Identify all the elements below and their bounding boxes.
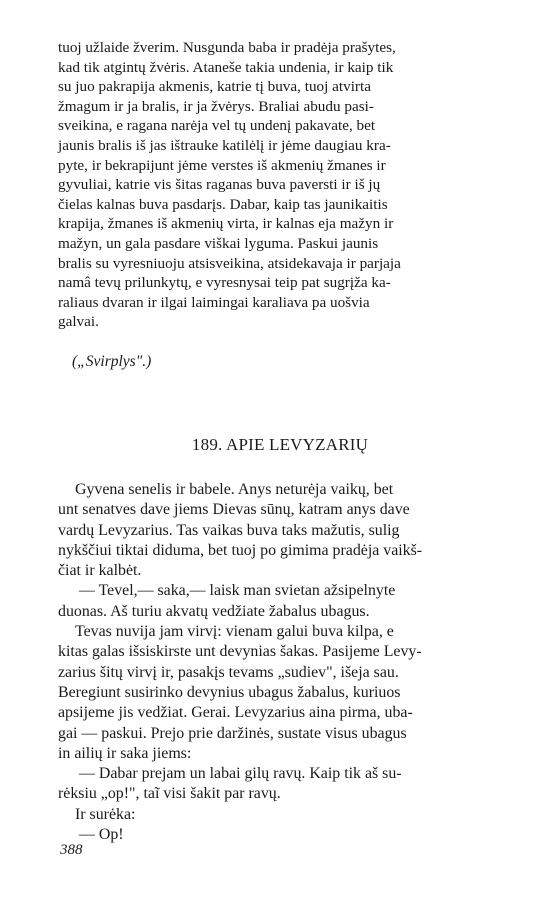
paragraph-continued: tuoj užlaide žverim. Nusgunda baba ir pradėja prašytes, kad tik atgintų žvėris. Ataneše takia undenia, ir kaip tik su juo pakrapija akmenis, katrie tį buva, tuoj atvirta žmagum ir ja bralis, ir ja žvėrys. Braliai abudu pasi- sveikina, e ragana narėja vel tų undenį pakavate, bet jaunis bralis iš jas ištrauke katilėlį ir jėme daugiau kra- pyte, ir bekrapijunt jėme verstes iš akmenių žmanes ir gyvuliai, katrie vis šitas raganas buva paversti ir iš jų čielas kalnas buva pasdarįs. Dabar, kaip tas jaunikaitis krapija, žmanes iš akmenių virta, ir kalnas eja mažyn ir mažyn, un gala pasdare viškai lyguma. Paskui jaunis bralis su vyresniuoju atsisveikina, atsidekavaja ir parjaja namâ tevų prilunkytų, e vyresnysai teip pat sugrįža ka- raliaus dvaran ir ilgai laimingai karaliava pa uošvia galvai.	[58, 39, 401, 331]
paragraph: Gyvena senelis ir babele. Anys neturėja vaikų, bet unt senatves dave jiems Dievas sūnų, katram anys dave vardų Levyzarius. Tas vaikas buva taks mažutis, sulig nykščiui tiktai diduma, bet tuoj po gimima pradėja vaikš- čiat ir kalbėt.	[58, 481, 423, 580]
dialogue-line: — Op!	[79, 826, 124, 844]
chapter-title: 189. APIE LEVYZARIŲ	[191, 435, 369, 454]
paragraph: Ir surėka:	[75, 805, 136, 823]
chapter-body	[58, 480, 526, 845]
dialogue-line: — Tevel,— saka,— laisk man svietan ažsipelnyte duonas. Aš turiu akvatų vedžiate žabalus ubagus.	[58, 582, 396, 620]
paragraph: Tevas nuvija jam virvį: vienam galui buva kilpa, e kitas galas išsiskirste unt devynias šakas. Pasijeme Levy- zarius šitų virvį ir, pasakįs tevams „sudiev", išeja sau. Beregiunt susirinko devynius ubagus žabalus, kuriuos apsijeme jis vedžiat. Gerai. Levyzarius aina pirma, uba- gai — paskui. Prejo prie daržinės, sustate visus ubagus in ailių ir saka jiems:	[58, 623, 422, 762]
dialogue-line: — Dabar prejam un labai gilų ravų. Kaip tik aš su- rėksiu „op!", taĩ visi šakit par ravų.	[58, 765, 402, 803]
source-note: („Svirplys".)	[72, 353, 152, 370]
page-number: 388	[60, 842, 83, 858]
